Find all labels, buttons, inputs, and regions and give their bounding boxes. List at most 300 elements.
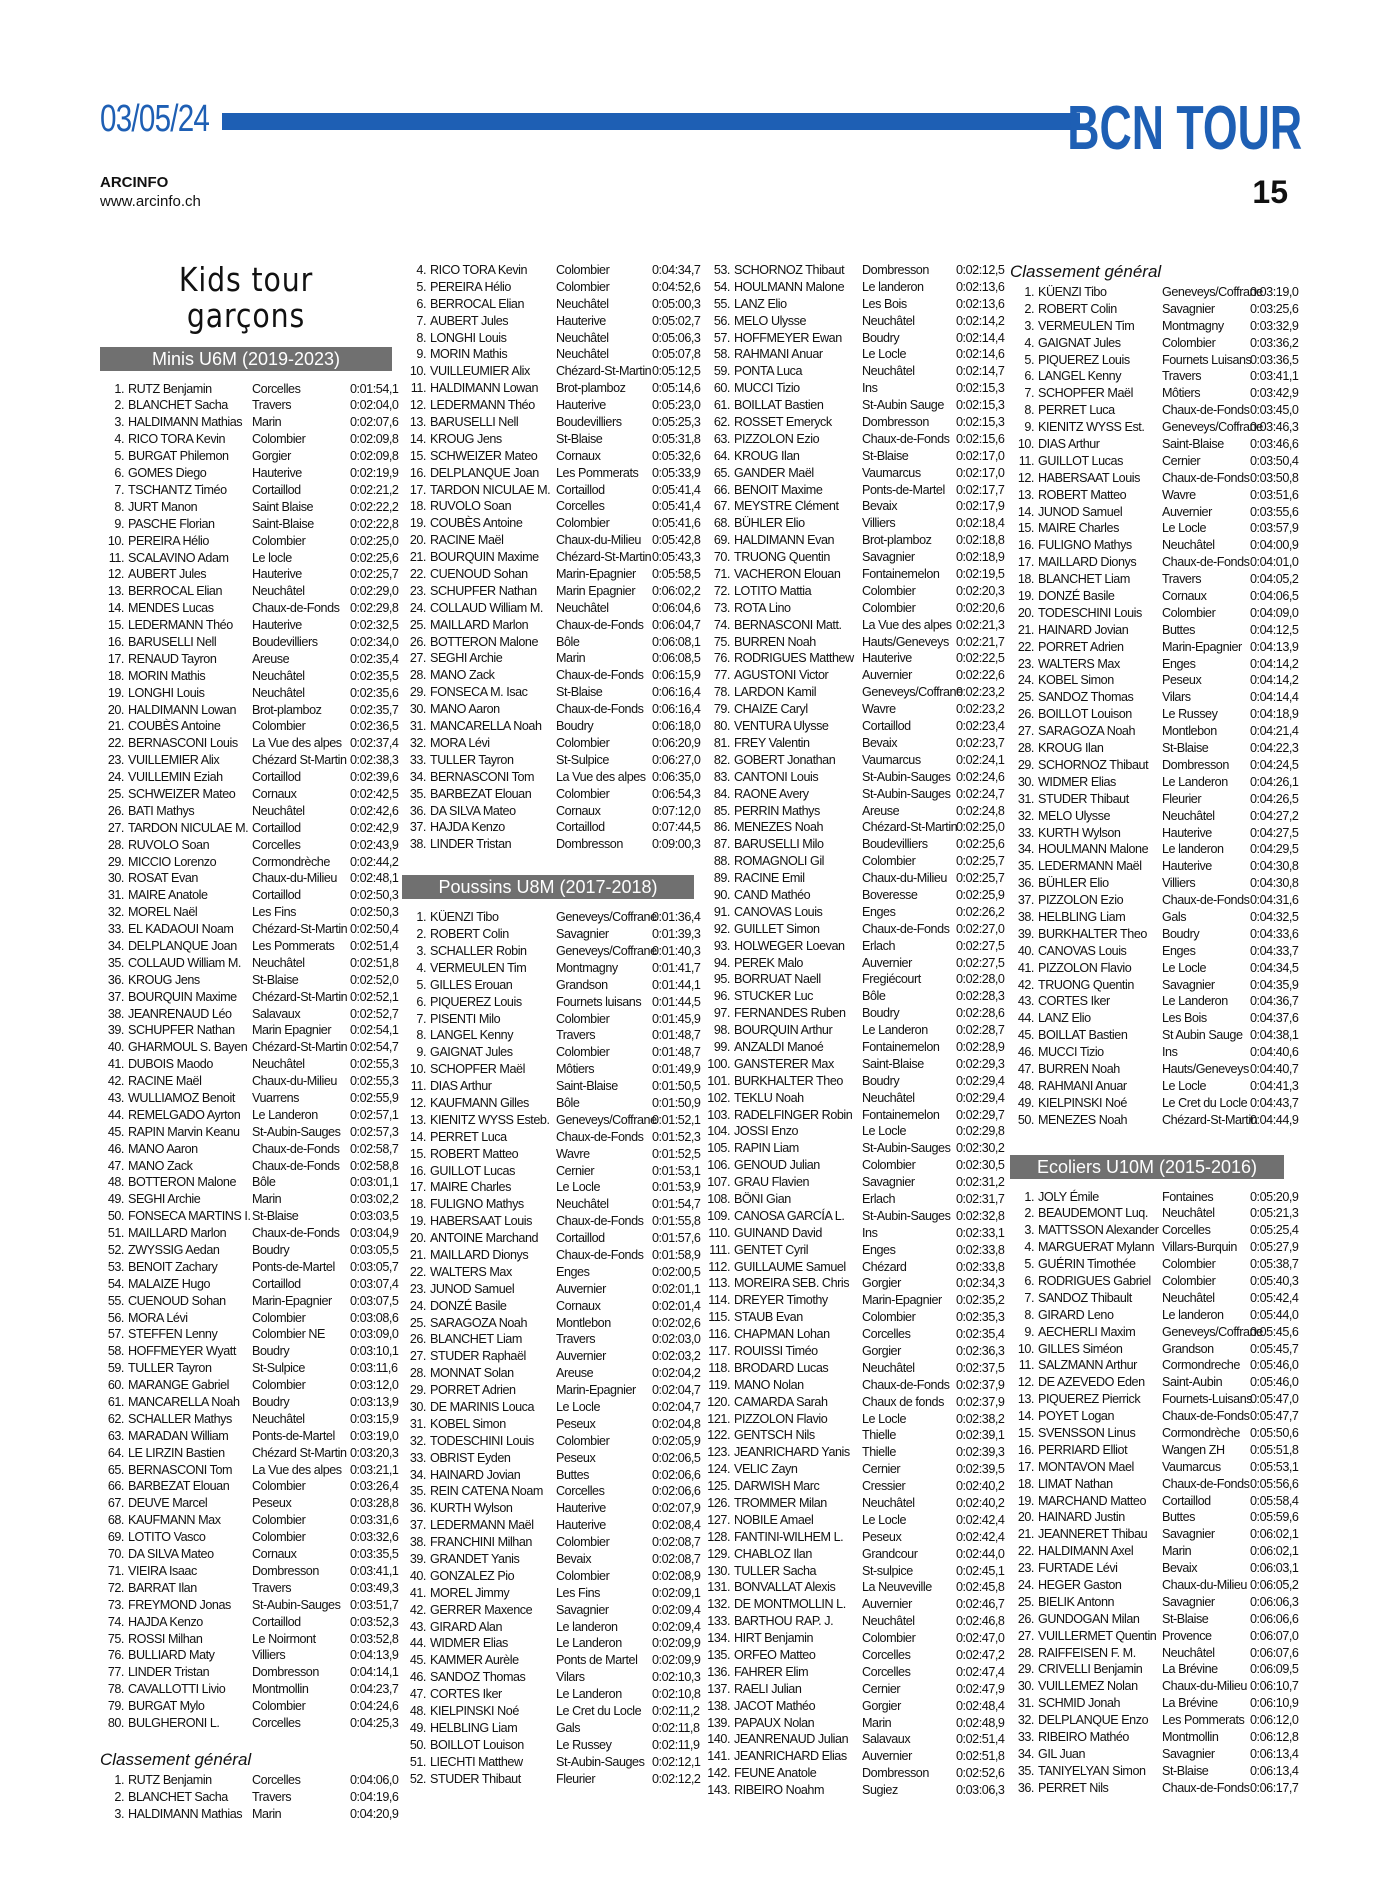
- club: Bôle: [556, 1095, 580, 1110]
- rank: 84.: [713, 786, 730, 801]
- athlete-name: DE MARINIS Louca: [430, 1400, 535, 1414]
- club: Chézard-St-Martin: [252, 1040, 348, 1055]
- athlete-name: WULLIAMOZ Benoit: [128, 1091, 235, 1105]
- athlete-name: GUÉRIN Timothée: [1038, 1257, 1136, 1272]
- athlete-name: JUNOD Samuel: [1038, 504, 1123, 519]
- rank: 15.: [409, 1146, 426, 1161]
- athlete-name: GENOUD Julian: [734, 1158, 820, 1173]
- rank: 13.: [1017, 1392, 1034, 1407]
- club: Savagnier: [1162, 1594, 1215, 1609]
- rank: 122.: [707, 1428, 730, 1443]
- rank: 63.: [107, 1428, 124, 1443]
- time: 0:04:06,0: [350, 1772, 399, 1787]
- athlete-name: BEAUDEMONT Luq.: [1038, 1206, 1148, 1221]
- result-row: [706, 1748, 1005, 1765]
- athlete-name: CORTES Iker: [430, 1687, 502, 1702]
- club: Colombier: [862, 854, 916, 869]
- athlete-name: DE AZEVEDO Eden: [1038, 1375, 1145, 1390]
- athlete-name: TEKLU Noah: [734, 1090, 804, 1105]
- club: Provence: [1162, 1628, 1212, 1643]
- result-row: [402, 1669, 701, 1686]
- club: Marin-Epagnier: [862, 1293, 942, 1308]
- result-row: [706, 786, 1005, 803]
- club: Ponts-de-Martel: [862, 482, 945, 497]
- rank: 4.: [1024, 335, 1034, 350]
- club: Neuchâtel: [556, 296, 609, 311]
- rank: 33.: [1017, 1730, 1034, 1745]
- time: 0:02:15,3: [956, 415, 1005, 430]
- result-row: [706, 1411, 1005, 1428]
- rank: 132.: [707, 1597, 730, 1612]
- time: 0:02:37,5: [956, 1360, 1005, 1375]
- result-row: [402, 346, 701, 363]
- result-row: [100, 1326, 399, 1343]
- time: 0:02:48,9: [956, 1715, 1005, 1730]
- time: 0:06:16,4: [652, 702, 701, 717]
- club: Le locle: [252, 550, 292, 565]
- club: Le Landeron: [1162, 994, 1228, 1009]
- time: 0:02:33,1: [956, 1225, 1005, 1240]
- rank: 16.: [1017, 538, 1034, 553]
- athlete-name: PIZZOLON Flavio: [734, 1411, 828, 1426]
- rank: 59.: [713, 364, 730, 379]
- club: Chaux-de-Fonds: [556, 1247, 644, 1262]
- rank: 77.: [107, 1665, 124, 1680]
- result-row: [402, 1754, 701, 1771]
- result-row: [706, 1208, 1005, 1225]
- rank: 13.: [1017, 487, 1034, 502]
- rank: 25.: [409, 617, 426, 632]
- athlete-name: RAHMANI Anuar: [1038, 1078, 1127, 1093]
- rank: 23.: [1017, 656, 1034, 671]
- club: Corcelles: [862, 1648, 911, 1663]
- rank: 2.: [1024, 301, 1034, 316]
- time: 0:02:30,2: [956, 1141, 1005, 1156]
- club: Marin-Epagnier: [556, 1383, 636, 1398]
- athlete-name: COLLAUD William M.: [430, 600, 543, 615]
- result-row: [706, 1461, 1005, 1478]
- time: 0:03:50,8: [1250, 470, 1299, 485]
- athlete-name: MANO Zack: [128, 1158, 193, 1173]
- result-row: [402, 1602, 701, 1619]
- athlete-name: SARAGOZA Noah: [430, 1315, 528, 1330]
- athlete-name: JEANRENAUD Léo: [128, 1006, 232, 1021]
- time: 0:03:50,4: [1250, 453, 1299, 468]
- club: Bôle: [252, 1175, 276, 1190]
- athlete-name: PASCHE Florian: [128, 516, 215, 531]
- result-row: [706, 1242, 1005, 1259]
- club: Vaumarcus: [1162, 1459, 1221, 1474]
- result-row: [100, 1056, 399, 1073]
- rank: 1.: [114, 381, 124, 396]
- time: 0:04:13,9: [1250, 639, 1299, 654]
- result-row: [706, 1596, 1005, 1613]
- club: Cortaillod: [556, 1231, 605, 1246]
- time: 0:06:15,9: [652, 668, 701, 683]
- club: Geneveys/Coffrane: [1162, 1324, 1263, 1339]
- athlete-name: BURKHALTER Theo: [1038, 926, 1147, 941]
- club: Boudry: [862, 1006, 900, 1021]
- rank: 9.: [416, 347, 426, 362]
- result-row: [1010, 757, 1299, 774]
- time: 0:03:46,6: [1250, 437, 1299, 452]
- athlete-name: MUCCI Tizio: [1038, 1045, 1104, 1060]
- time: 0:06:12,0: [1250, 1713, 1299, 1728]
- result-row: [402, 1483, 701, 1500]
- athlete-name: MAIRE Charles: [430, 1180, 511, 1195]
- club: St-Aubin Sauge: [862, 398, 944, 413]
- result-row: [402, 296, 701, 313]
- rank: 32.: [409, 735, 426, 750]
- club: Le Locle: [862, 347, 907, 362]
- result-row: [706, 634, 1005, 651]
- athlete-name: JUNOD Samuel: [430, 1281, 515, 1296]
- athlete-name: HELBLING Liam: [430, 1720, 518, 1735]
- rank: 60.: [107, 1378, 124, 1393]
- rank: 19.: [409, 1214, 426, 1229]
- athlete-name: CUENOUD Sohan: [430, 567, 528, 582]
- result-row: [100, 786, 399, 803]
- club: Hauterive: [556, 313, 606, 328]
- time: 0:02:18,4: [956, 516, 1005, 531]
- time: 0:02:55,3: [350, 1057, 399, 1072]
- athlete-name: PERRET Nils: [1038, 1780, 1109, 1795]
- result-row: [402, 819, 701, 836]
- rank: 80.: [713, 719, 730, 734]
- rank: 3.: [416, 943, 426, 958]
- rank: 54.: [713, 279, 730, 294]
- time: 0:06:17,7: [1250, 1780, 1299, 1795]
- club: Neuchâtel: [1162, 1645, 1215, 1660]
- result-row: [100, 1259, 399, 1276]
- result-row: [1010, 284, 1299, 301]
- athlete-name: DEUVE Marcel: [128, 1496, 208, 1511]
- rank: 127.: [707, 1512, 730, 1527]
- result-row: [100, 752, 399, 769]
- club: Marin: [252, 1806, 282, 1821]
- club: Le landeron: [556, 1619, 618, 1634]
- club: Hauterive: [556, 398, 606, 413]
- club: St-Blaise: [556, 685, 603, 700]
- time: 0:05:33,9: [652, 465, 701, 480]
- rank: 78.: [713, 685, 730, 700]
- time: 0:02:35,4: [956, 1327, 1005, 1342]
- athlete-name: SCHORNOZ Thibaut: [1038, 757, 1149, 772]
- athlete-name: AGUSTONI Victor: [734, 668, 829, 683]
- time: 0:04:52,6: [652, 279, 701, 294]
- general-minis-part2: [402, 262, 701, 853]
- time: 0:03:07,5: [350, 1293, 399, 1308]
- athlete-name: FREYMOND Jonas: [128, 1597, 231, 1612]
- rank: 8.: [1024, 403, 1034, 418]
- athlete-name: MOREL Naël: [128, 905, 198, 920]
- time: 0:02:43,9: [350, 837, 399, 852]
- athlete-name: RACINE Emil: [734, 871, 805, 886]
- rank: 30.: [1017, 774, 1034, 789]
- result-row: [706, 498, 1005, 515]
- athlete-name: DUBOIS Maodo: [128, 1057, 213, 1072]
- result-row: [100, 566, 399, 583]
- athlete-name: HELBLING Liam: [1038, 909, 1126, 924]
- time: 0:06:05,2: [1250, 1578, 1299, 1593]
- result-row: [402, 1146, 701, 1163]
- club: Colombier: [1162, 605, 1216, 620]
- rank: 38.: [1017, 909, 1034, 924]
- time: 0:02:20,3: [956, 583, 1005, 598]
- club: Colombier: [252, 533, 306, 548]
- athlete-name: SCHORNOZ Thibaut: [734, 263, 845, 277]
- athlete-name: RENAUD Tayron: [128, 651, 217, 666]
- results-minis: [100, 381, 399, 1732]
- club: Dombresson: [1162, 757, 1229, 772]
- time: 0:02:38,2: [956, 1411, 1005, 1426]
- rank: 32.: [1017, 808, 1034, 823]
- club: St-Aubin-Sauges: [862, 769, 951, 784]
- result-row: [402, 330, 701, 347]
- time: 0:05:43,3: [652, 550, 701, 565]
- athlete-name: LOTITO Mattia: [734, 583, 812, 598]
- time: 0:04:41,3: [1250, 1078, 1299, 1093]
- result-row: [402, 1078, 701, 1095]
- time: 0:06:35,0: [652, 769, 701, 784]
- club: Le Locle: [1162, 1078, 1207, 1093]
- rank: 26.: [409, 1332, 426, 1347]
- result-row: [1010, 1459, 1299, 1476]
- rank: 54.: [107, 1276, 124, 1291]
- result-row: [1010, 1509, 1299, 1526]
- time: 0:04:01,0: [1250, 555, 1299, 570]
- time: 0:02:00,5: [652, 1264, 701, 1279]
- rank: 35.: [1017, 859, 1034, 874]
- club: Travers: [1162, 369, 1202, 384]
- club: Les Bois: [862, 296, 907, 311]
- result-row: [1010, 825, 1299, 842]
- rank: 113.: [708, 1276, 730, 1291]
- club: Bevaix: [1162, 1561, 1198, 1576]
- rank: 35.: [107, 955, 124, 970]
- athlete-name: MANCARELLA Noah: [430, 719, 542, 734]
- club: Vilars: [1162, 690, 1191, 705]
- time: 0:02:28,7: [956, 1023, 1005, 1038]
- time: 0:02:44,0: [956, 1546, 1005, 1561]
- result-row: [706, 819, 1005, 836]
- result-row: [1010, 841, 1299, 858]
- result-row: [706, 971, 1005, 988]
- rank: 76.: [713, 651, 730, 666]
- time: 0:04:19,6: [350, 1789, 399, 1804]
- club: Hauts/Geneveys: [862, 634, 949, 649]
- rank: 60.: [713, 381, 730, 396]
- time: 0:02:01,4: [652, 1298, 701, 1313]
- club: Cernier: [1162, 453, 1201, 468]
- rank: 59.: [107, 1361, 124, 1376]
- rank: 5.: [416, 279, 426, 294]
- result-row: [100, 1597, 399, 1614]
- result-row: [402, 752, 701, 769]
- time: 0:02:52,0: [350, 972, 399, 987]
- time: 0:04:27,5: [1250, 825, 1299, 840]
- club: Dombresson: [862, 263, 929, 277]
- result-row: [1010, 419, 1299, 436]
- athlete-name: MENEZES Noah: [1038, 1112, 1128, 1127]
- club: Brot-plamboz: [862, 533, 932, 548]
- result-row: [402, 977, 701, 994]
- time: 0:02:19,9: [350, 466, 399, 481]
- result-row: [402, 1011, 701, 1028]
- time: 0:03:32,9: [1250, 318, 1299, 333]
- time: 0:02:46,7: [956, 1597, 1005, 1612]
- athlete-name: HABERSAAT Louis: [430, 1214, 532, 1229]
- club: Le Landeron: [252, 1107, 318, 1122]
- time: 0:04:00,9: [1250, 538, 1299, 553]
- result-row: [402, 1129, 701, 1146]
- athlete-name: KAUFMANN Gilles: [430, 1095, 529, 1110]
- result-row: [402, 1652, 701, 1669]
- time: 0:04:31,6: [1250, 893, 1299, 908]
- time: 0:02:19,5: [956, 567, 1005, 582]
- result-row: [1010, 1061, 1299, 1078]
- time: 0:02:06,6: [652, 1484, 701, 1499]
- result-row: [100, 1445, 399, 1462]
- result-row: [706, 448, 1005, 465]
- rank: 27.: [409, 651, 426, 666]
- rank: 8.: [1024, 1307, 1034, 1322]
- time: 0:03:15,9: [350, 1411, 399, 1426]
- result-row: [402, 960, 701, 977]
- result-row: [706, 684, 1005, 701]
- athlete-name: BERNASCONI Louis: [128, 736, 238, 751]
- rank: 48.: [409, 1704, 426, 1719]
- club: Colombier: [862, 583, 916, 598]
- result-row: [402, 1585, 701, 1602]
- athlete-name: RAIFFEISEN F. M.: [1038, 1645, 1136, 1660]
- result-row: [100, 1208, 399, 1225]
- athlete-name: TROMMER Milan: [734, 1496, 827, 1511]
- time: 0:05:44,0: [1250, 1307, 1299, 1322]
- time: 0:05:59,6: [1250, 1510, 1299, 1525]
- time: 0:02:48,1: [350, 871, 399, 886]
- time: 0:02:50,4: [350, 922, 399, 937]
- result-row: [100, 803, 399, 820]
- result-row: [1010, 352, 1299, 369]
- athlete-name: VUILLEUMIER Alix: [430, 364, 530, 379]
- time: 0:02:29,8: [956, 1124, 1005, 1139]
- club: Le landeron: [862, 279, 924, 294]
- time: 0:02:50,3: [350, 905, 399, 920]
- result-row: [706, 549, 1005, 566]
- athlete-name: CANOVAS Louis: [1038, 943, 1127, 958]
- club: Neuchâtel: [862, 364, 915, 379]
- club: Le landeron: [1162, 1307, 1224, 1322]
- athlete-name: LONGHI Louis: [128, 685, 205, 700]
- athlete-name: SVENSSON Linus: [1038, 1426, 1136, 1440]
- result-row: [1010, 520, 1299, 537]
- athlete-name: HOFFMEYER Wyatt: [128, 1344, 236, 1359]
- time: 0:02:05,9: [652, 1433, 701, 1448]
- athlete-name: RUTZ Benjamin: [128, 1772, 212, 1787]
- athlete-name: LE LIRZIN Bastien: [128, 1445, 225, 1460]
- athlete-name: RIBEIRO Mathéo: [1038, 1730, 1129, 1745]
- result-row: [706, 1360, 1005, 1377]
- athlete-name: BURKHALTER Theo: [734, 1073, 843, 1088]
- athlete-name: MANO Aaron: [430, 702, 500, 717]
- result-row: [1010, 385, 1299, 402]
- athlete-name: MOREL Jimmy: [430, 1585, 510, 1600]
- club: Colombier: [556, 279, 610, 294]
- rank: 66.: [107, 1479, 124, 1494]
- result-row: [402, 943, 701, 960]
- result-row: [706, 617, 1005, 634]
- result-row: [706, 853, 1005, 870]
- club: Salavaux: [862, 1732, 911, 1747]
- club: Boudry: [252, 1344, 290, 1359]
- athlete-name: DA SILVA Mateo: [430, 803, 516, 818]
- club: Chaux-de-Fonds: [556, 1129, 644, 1144]
- athlete-name: LIECHTI Matthew: [430, 1754, 523, 1769]
- rank: 64.: [713, 448, 730, 463]
- athlete-name: MARANGE Gabriel: [128, 1378, 230, 1393]
- rank: 5.: [1024, 352, 1034, 367]
- club: Neuchâtel: [556, 1197, 609, 1212]
- club: Corcelles: [1162, 1223, 1211, 1238]
- result-row: [402, 1416, 701, 1433]
- general-title-minis: Classement général: [100, 1749, 252, 1769]
- result-row: [100, 1124, 399, 1141]
- rank: 90.: [713, 887, 730, 902]
- result-row: [402, 650, 701, 667]
- club: La Vue des alpes: [556, 769, 646, 784]
- club: Chaux-de-Fonds: [556, 702, 644, 717]
- rank: 27.: [409, 1349, 426, 1364]
- athlete-name: TANIYELYAN Simon: [1038, 1763, 1146, 1778]
- time: 0:02:34,3: [956, 1276, 1005, 1291]
- club: Auvernier: [556, 1349, 606, 1364]
- rank: 17.: [409, 1180, 426, 1195]
- time: 0:04:30,8: [1250, 876, 1299, 891]
- club: Cormondreche: [1162, 1358, 1240, 1373]
- athlete-name: PERRET Luca: [430, 1129, 507, 1144]
- club: Les Bois: [1162, 1011, 1207, 1026]
- column-1: [100, 260, 399, 1841]
- time: 0:02:09,9: [652, 1653, 701, 1668]
- results-poussins-part2: [706, 262, 1005, 1799]
- club: Dombresson: [862, 1766, 929, 1781]
- club: Buttes: [556, 1467, 590, 1482]
- result-row: [1010, 605, 1299, 622]
- time: 0:01:53,9: [652, 1180, 701, 1195]
- result-row: [1010, 1543, 1299, 1560]
- athlete-name: KOBEL Simon: [430, 1416, 506, 1431]
- club: Colombier: [862, 600, 916, 615]
- result-row: [1010, 487, 1299, 504]
- club: Auvernier: [1162, 504, 1212, 519]
- result-row: [706, 1292, 1005, 1309]
- club: St Aubin Sauge: [1162, 1028, 1243, 1043]
- result-row: [1010, 1027, 1299, 1044]
- rank: 15.: [1017, 521, 1034, 536]
- time: 0:06:27,0: [652, 752, 701, 767]
- club: Corcelles: [862, 1327, 911, 1342]
- rank: 16.: [107, 634, 124, 649]
- rank: 50.: [1017, 1112, 1034, 1127]
- rank: 74.: [713, 617, 730, 632]
- rank: 37.: [409, 1518, 426, 1533]
- athlete-name: MENDES Lucas: [128, 601, 214, 616]
- result-row: [1010, 537, 1299, 554]
- club: Neuchâtel: [556, 600, 609, 615]
- result-row: [402, 634, 701, 651]
- result-row: [100, 583, 399, 600]
